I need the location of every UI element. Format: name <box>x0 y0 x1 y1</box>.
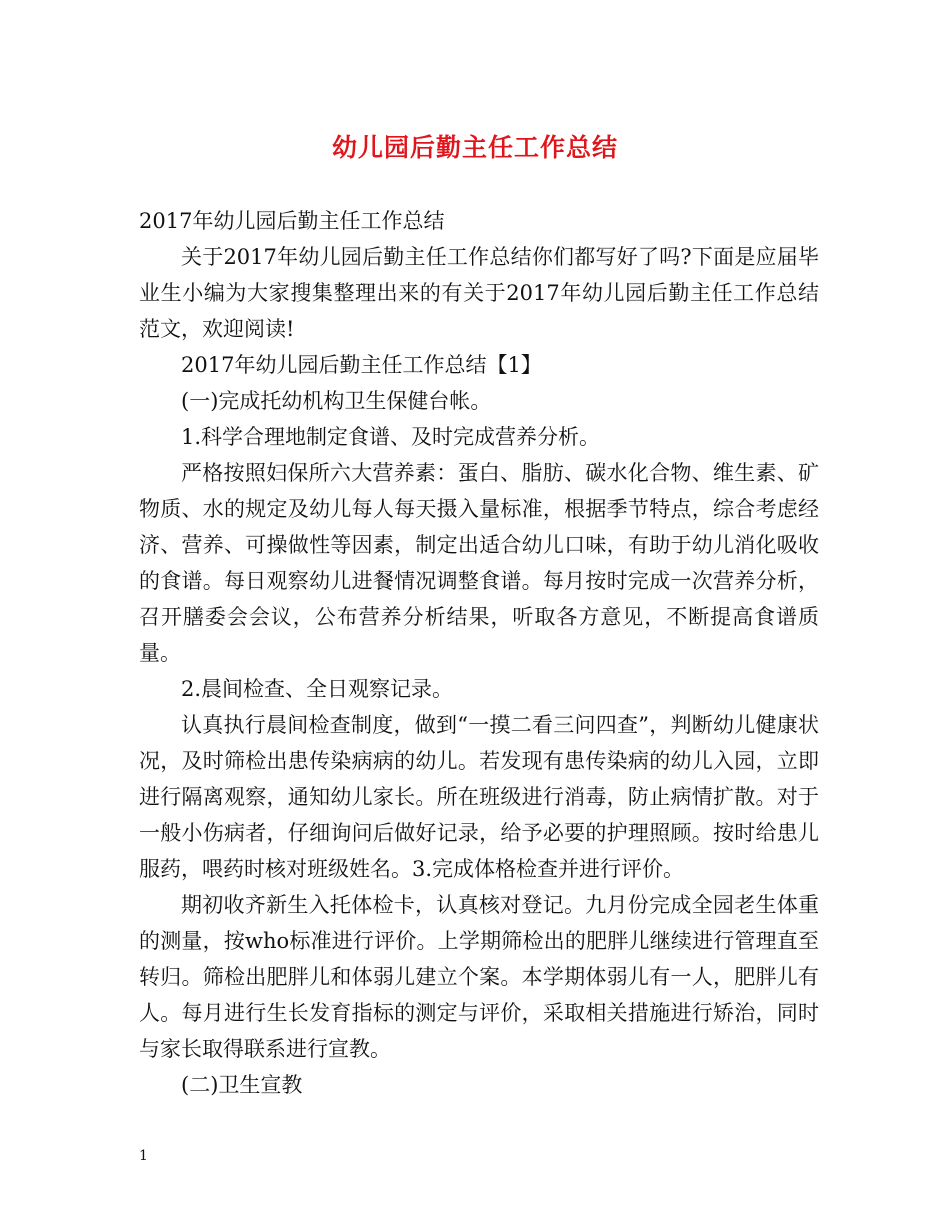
paragraph-item-2: 2.晨间检查、全日观察记录。 <box>181 677 454 701</box>
paragraph-morning-check: 认真执行晨间检查制度，做到“一摸二看三问四查”，判断幼儿健康状况，及时筛检出患传染病病的幼儿。若发现有患传染病的幼儿入园，立即进行隔离观察，通知幼儿家长。所在班级进行消毒，防止病情扩散。对于一般小伤病者，仔细询问后做好记录，给予必要的护理照顾。按时给患儿服药，喂药时核对班级姓名。3.完成体格检查并进行评价。 <box>139 713 819 881</box>
document-title: 幼儿园后勤主任工作总结 <box>331 133 618 162</box>
paragraph-heading: 2017年幼儿园后勤主任工作总结 <box>139 209 445 233</box>
paragraph-subsection-1: (一)完成托幼机构卫生保健台帐。 <box>181 389 492 413</box>
paragraph-subsection-2: (二)卫生宣教 <box>181 1073 303 1097</box>
document-body <box>139 203 819 1103</box>
paragraph-section-title: 2017年幼儿园后勤主任工作总结【1】 <box>181 353 542 377</box>
paragraph-item-1: 1.科学合理地制定食谱、及时完成营养分析。 <box>181 425 601 449</box>
paragraph-nutrition: 严格按照妇保所六大营养素：蛋白、脂肪、碳水化合物、维生素、矿物质、水的规定及幼儿每人每天摄入量标准，根据季节特点，综合考虑经济、营养、可操做性等因素，制定出适合幼儿口味，有助于幼儿消化吸收的食谱。每日观察幼儿进餐情况调整食谱。每月按时完成一次营养分析，召开膳委会会议，公布营养分析结果，听取各方意见，不断提高食谱质量。 <box>139 461 819 665</box>
page-number: 1 <box>139 1148 148 1164</box>
paragraph-intro: 关于2017年幼儿园后勤主任工作总结你们都写好了吗?下面是应届毕业生小编为大家搜集整理出来的有关于2017年幼儿园后勤主任工作总结范文，欢迎阅读! <box>139 245 819 341</box>
paragraph-physical-exam: 期初收齐新生入托体检卡，认真核对登记。九月份完成全园老生体重的测量，按who标准进行评价。上学期筛检出的肥胖儿继续进行管理直至转归。筛检出肥胖儿和体弱儿建立个案。本学期体弱儿有一人，肥胖儿有人。每月进行生长发育指标的测定与评价，采取相关措施进行矫治，同时与家长取得联系进行宣教。 <box>139 893 819 1061</box>
